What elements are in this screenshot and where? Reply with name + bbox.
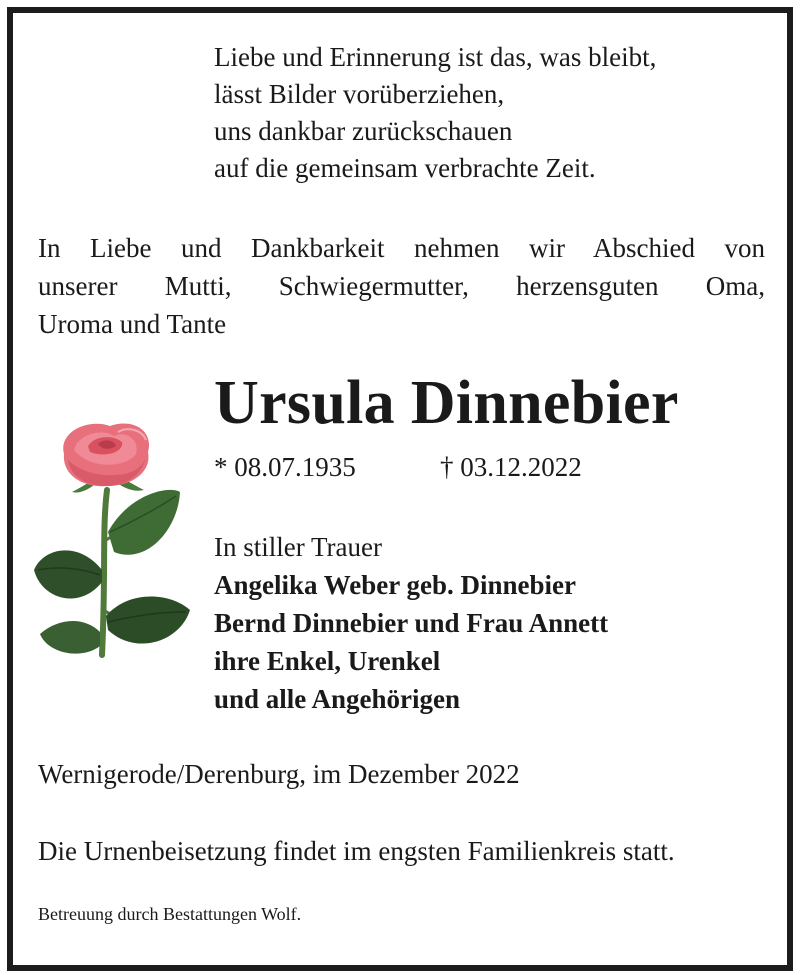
deceased-name: Ursula Dinnebier: [214, 369, 679, 437]
farewell-line: Uroma und Tante: [38, 309, 227, 339]
funeral-home-credit: Betreuung durch Bestattungen Wolf.: [38, 904, 302, 924]
mourner-name: Angelika Weber geb. Dinnebier: [214, 570, 577, 600]
rose-icon: [28, 420, 198, 665]
poem-line: uns dankbar zurückschauen: [214, 116, 513, 146]
mourning-heading: In stiller Trauer: [214, 532, 382, 562]
birth-date: * 08.07.1935: [214, 452, 356, 482]
mourner-name: und alle Angehörigen: [214, 684, 461, 714]
poem-line: lässt Bilder vorüberziehen,: [214, 79, 505, 109]
farewell-line: In Liebe und Dankbarkeit nehmen wir Abschied von: [38, 233, 765, 263]
farewell-line: unserer Mutti, Schwiegermutter, herzensguten Oma,: [38, 271, 765, 301]
farewell-text: [38, 229, 765, 343]
mourner-name: ihre Enkel, Urenkel: [214, 646, 441, 676]
burial-notice: Die Urnenbeisetzung findet im engsten Familienkreis statt.: [38, 836, 675, 866]
place-date: Wernigerode/Derenburg, im Dezember 2022: [38, 759, 520, 789]
memorial-poem: [214, 39, 656, 187]
death-date: † 03.12.2022: [440, 452, 582, 482]
mourners-block: [214, 528, 608, 718]
mourner-name: Bernd Dinnebier und Frau Annett: [214, 608, 609, 638]
poem-line: auf die gemeinsam verbrachte Zeit.: [214, 153, 596, 183]
poem-line: Liebe und Erinnerung ist das, was bleibt,: [214, 42, 657, 72]
